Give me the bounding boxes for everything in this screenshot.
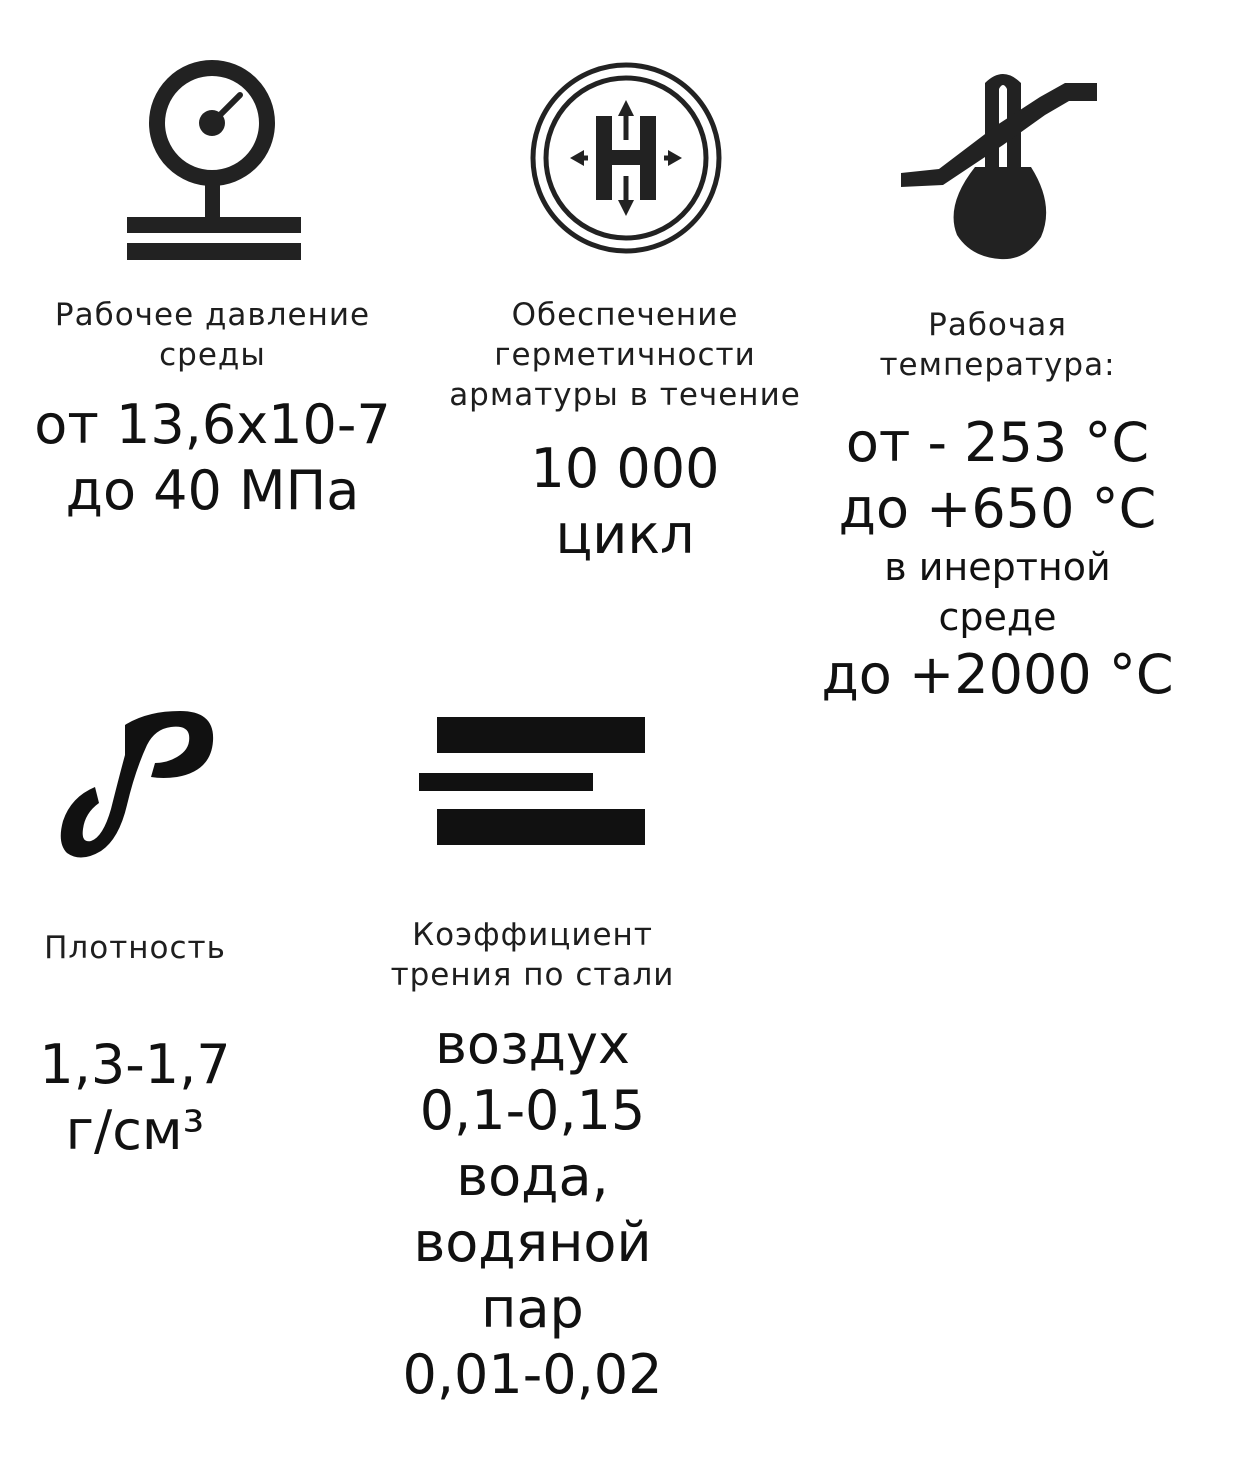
density-label xyxy=(20,928,250,968)
seal-label xyxy=(440,295,810,415)
pressure-value xyxy=(20,392,405,524)
pressure-label xyxy=(40,295,385,375)
thermometer-icon xyxy=(895,55,1105,265)
temperature-value-line: в инертной xyxy=(884,545,1111,589)
pressure-label-line: Рабочее давление xyxy=(54,297,371,333)
friction-bars-icon xyxy=(415,715,650,850)
temperature-value-line: от - 253 °С xyxy=(845,411,1150,474)
temperature-value-line: до +2000 °С xyxy=(821,643,1174,706)
pressure-label-line: среды xyxy=(159,337,266,373)
temperature-value xyxy=(820,410,1175,708)
seal-label-line: арматуры в течение xyxy=(449,377,801,413)
friction-value-line: 0,1-0,15 xyxy=(419,1079,646,1142)
friction-value xyxy=(360,1012,705,1408)
pressure-value-line: до 40 МПа xyxy=(65,459,360,522)
seal-value-line: 10 000 xyxy=(530,437,720,500)
friction-label-line: трения по стали xyxy=(390,957,675,993)
pressure-gauge-icon xyxy=(125,60,305,265)
seal-value xyxy=(440,436,810,568)
friction-value-line: вода, xyxy=(456,1145,609,1208)
seal-value-line: цикл xyxy=(555,503,695,566)
friction-value-line: пар xyxy=(481,1277,584,1340)
density-label-line: Плотность xyxy=(44,930,226,966)
seal-label-line: герметичности xyxy=(494,337,756,373)
temperature-value-line: среде xyxy=(938,595,1057,639)
temperature-value-line: до +650 °С xyxy=(838,477,1157,540)
temperature-label-line: Рабочая xyxy=(928,307,1067,343)
friction-label-line: Коэффициент xyxy=(412,917,653,953)
friction-value-line: воздух xyxy=(435,1013,630,1076)
density-rho-icon xyxy=(55,705,220,865)
friction-value-line: 0,01-0,02 xyxy=(402,1343,663,1406)
friction-label xyxy=(360,915,705,995)
density-value xyxy=(10,1032,260,1164)
density-value-line: 1,3-1,7 xyxy=(39,1033,231,1096)
temperature-label xyxy=(825,305,1170,385)
pressure-value-line: от 13,6х10-7 xyxy=(34,393,391,456)
seal-tightness-icon xyxy=(528,60,724,256)
temperature-label-line: температура: xyxy=(879,347,1116,383)
seal-label-line: Обеспечение xyxy=(511,297,739,333)
density-value-line: г/см³ xyxy=(65,1099,205,1162)
friction-value-line: водяной xyxy=(413,1211,652,1274)
